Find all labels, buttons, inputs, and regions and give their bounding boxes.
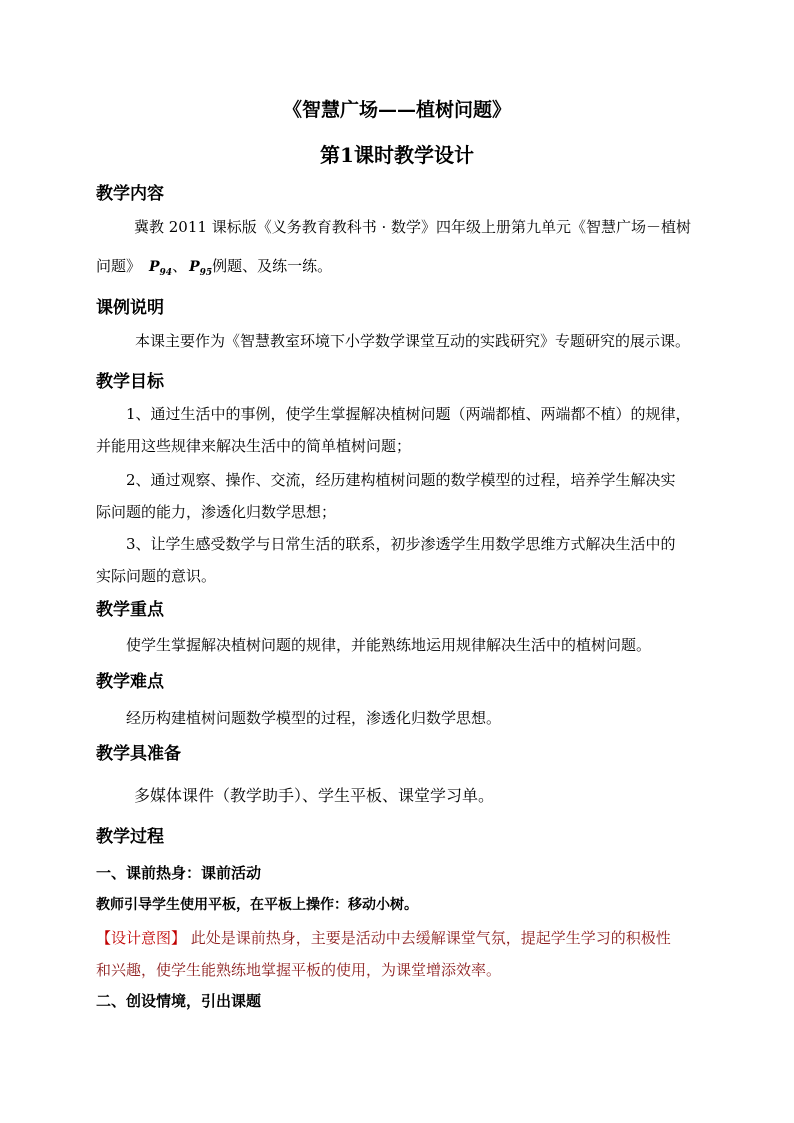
goal-2-line-1: 2、通过观察、操作、交流，经历建构植树问题的数学模型的过程，培养学生解决实 [126, 471, 676, 489]
design-intent-line-1 [96, 922, 726, 955]
page-ref-95-sub: 95 [199, 268, 213, 278]
heading-difficulty: 教学难点 [96, 672, 164, 692]
process-step-1-text: 教师引导学生使用平板，在平板上操作：移动小树。 [96, 897, 418, 913]
goal-1-line-1: 1、通过生活中的事例，使学生掌握解决植树问题（两端都植、两端都不植）的规律， [126, 405, 691, 423]
difficulty-text: 经历构建植树问题数学模型的过程，渗透化归数学思想。 [126, 709, 502, 727]
heading-example-description: 课例说明 [96, 298, 164, 318]
document-title: 《智慧广场——植树问题》 [282, 99, 511, 121]
heading-key-point: 教学重点 [96, 600, 164, 620]
heading-process: 教学过程 [96, 827, 164, 847]
key-point-text: 使学生掌握解决植树问题的规律，并能熟练地运用规律解决生活中的植树问题。 [126, 636, 652, 654]
design-intent-line-2: 和兴趣，使学生能熟练地掌握平板的使用，为课堂增添效率。 [96, 961, 502, 979]
design-intent-text: 此处是课前热身，主要是活动中去缓解课堂气氛，提起学生学习的积极性 [186, 929, 671, 947]
heading-teaching-content: 教学内容 [96, 184, 164, 204]
page-ref-94 [149, 259, 173, 278]
content-line-2 [96, 250, 718, 290]
heading-teaching-goals: 教学目标 [96, 372, 164, 392]
content-line-1: 冀教 2011 课标版《义务教育教科书 · 数学》四年级上册第九单元《智慧广场－植树 [134, 218, 692, 236]
goal-3-line-2: 实际问题的意识。 [96, 567, 217, 585]
page-ref-94-sub: 94 [159, 268, 173, 278]
process-step-2-title: 二、创设情境，引出课题 [96, 992, 262, 1010]
page-ref-95-letter: P [189, 259, 200, 275]
goal-1-line-2: 并能用这些规律来解决生活中的简单植树问题； [96, 437, 412, 455]
tools-text: 多媒体课件（教学助手）、学生平板、课堂学习单。 [134, 786, 495, 805]
content-line-2-suffix: 例题、及练一练。 [212, 257, 333, 275]
heading-tools: 教学具准备 [96, 744, 181, 764]
design-intent-label: 【设计意图】 [96, 929, 187, 947]
page-ref-separator: 、 [172, 257, 188, 275]
goal-2-line-2: 际问题的能力，渗透化归数学思想； [96, 503, 337, 521]
goal-3-line-1: 3、让学生感受数学与日常生活的联系，初步渗透学生用数学思维方式解决生活中的 [126, 535, 676, 553]
content-line-2-prefix: 问题》 [96, 257, 142, 275]
page-ref-94-letter: P [149, 259, 160, 275]
process-step-1-title: 一、课前热身：课前活动 [96, 864, 262, 882]
example-text: 本课主要作为《智慧教室环境下小学数学课堂互动的实践研究》专题研究的展示课。 [135, 332, 691, 350]
page-ref-95 [189, 259, 213, 278]
document-subtitle: 第1课时教学设计 [320, 143, 474, 167]
